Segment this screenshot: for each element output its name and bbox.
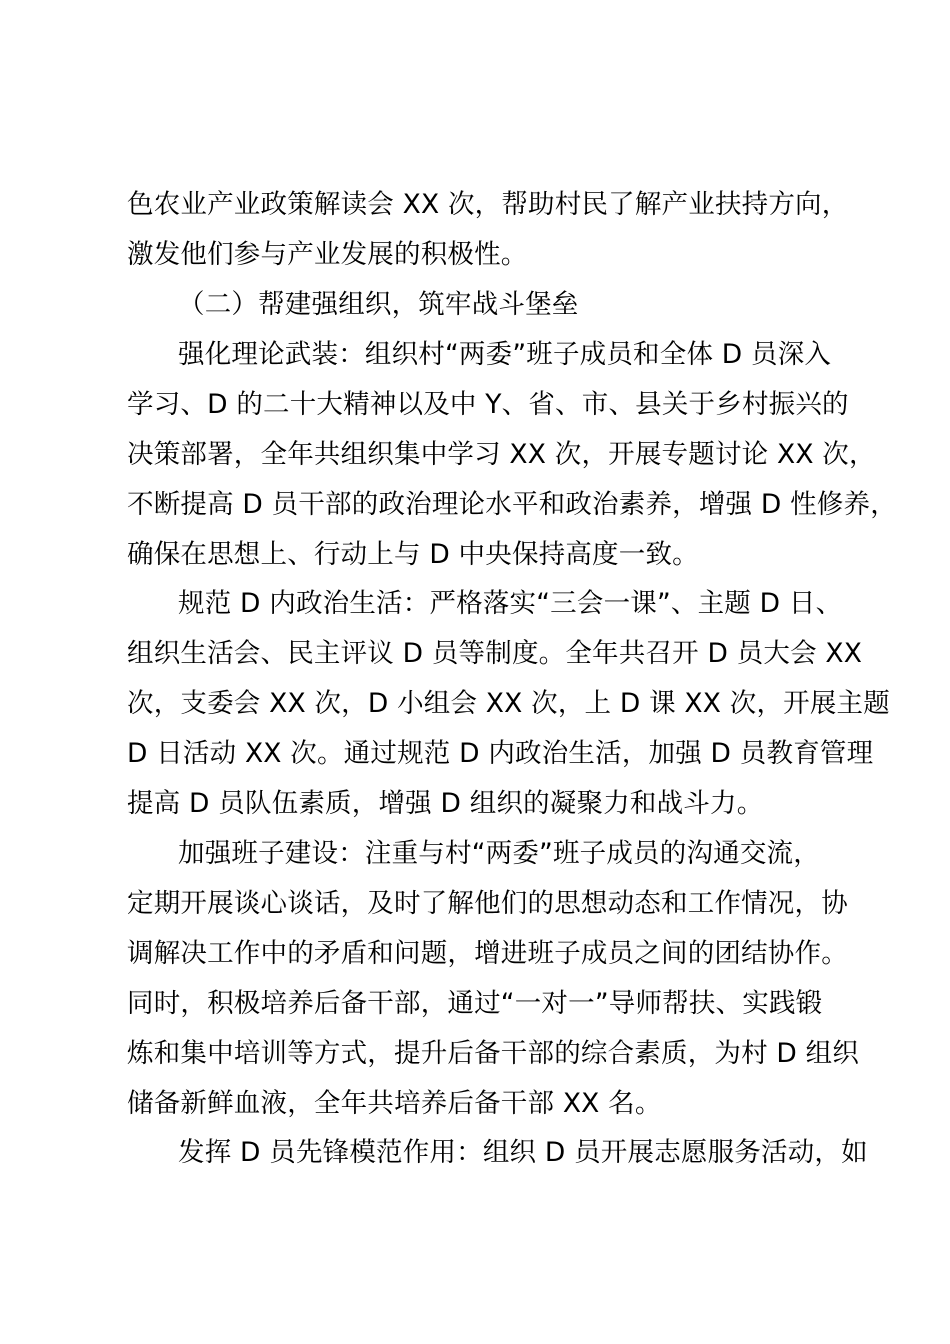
paragraph-start: 加强班子建设：注重与村“两委”班子成员的沟通交流， [178, 838, 820, 869]
text-line: 调解决工作中的矛盾和问题，增进班子成员之间的团结协作。 [127, 938, 848, 969]
text-line: 炼和集中培训等方式，提升后备干部的综合素质，为村 D 组织 [127, 1038, 860, 1069]
text-line: 决策部署，全年共组织集中学习 XX 次，开展专题讨论 XX 次， [127, 439, 876, 470]
text-line: 提高 D 员队伍素质，增强 D 组织的凝聚力和战斗力。 [127, 788, 764, 819]
text-line: 组织生活会、民主评议 D 员等制度。全年共召开 D 员大会 XX [127, 638, 863, 669]
text-line: 色农业产业政策解读会 XX 次，帮助村民了解产业扶持方向， [127, 189, 849, 220]
paragraph-start: 发挥 D 员先锋模范作用：组织 D 员开展志愿服务活动，如 [178, 1137, 868, 1168]
text-line: 储备新鲜血液，全年共培养后备干部 XX 名。 [127, 1088, 662, 1119]
text-line: 次，支委会 XX 次，D 小组会 XX 次，上 D 课 XX 次，开展主题 [127, 688, 890, 719]
paragraph-start: 强化理论武装：组织村“两委”班子成员和全体 D 员深入 [178, 339, 832, 370]
text-line: 确保在思想上、行动上与 D 中央保持高度一致。 [127, 539, 699, 570]
text-line: 同时，积极培养后备干部，通过“一对一”导师帮扶、实践锻 [127, 988, 823, 1019]
text-line: 不断提高 D 员干部的政治理论水平和政治素养，增强 D 性修养， [127, 489, 897, 520]
text-line: D 日活动 XX 次。通过规范 D 内政治生活，加强 D 员教育管理 [127, 738, 874, 769]
text-line: 激发他们参与产业发展的积极性。 [127, 239, 528, 270]
section-heading: （二）帮建强组织，筑牢战斗堡垒 [178, 289, 579, 320]
text-line: 定期开展谈心谈话，及时了解他们的思想动态和工作情况，协 [127, 888, 848, 919]
paragraph-start: 规范 D 内政治生活：严格落实“三会一课”、主题 D 日、 [178, 588, 843, 619]
text-line: 学习、D 的二十大精神以及中 Y、省、市、县关于乡村振兴的 [127, 389, 849, 420]
